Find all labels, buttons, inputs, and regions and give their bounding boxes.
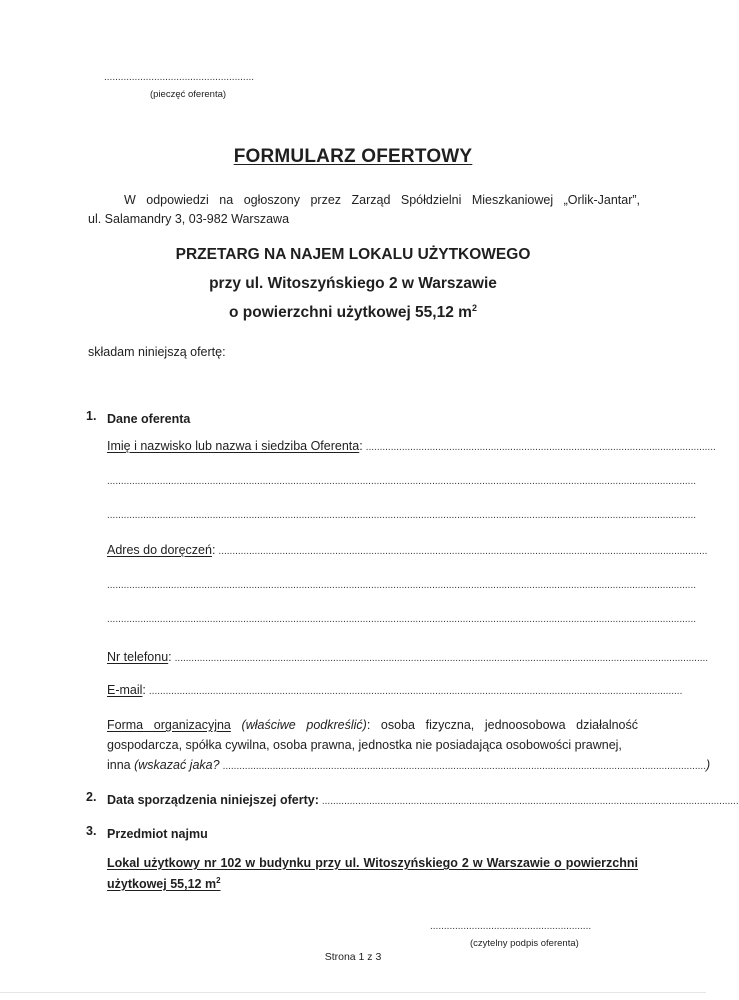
org-form-other-dots: ..............................................................................................................................................................................	[222, 761, 706, 772]
section-2-title: Data sporządzenia niniejszej oferty:	[107, 793, 319, 807]
section-1-number: 1.	[86, 409, 97, 423]
signature-dotted-line[interactable]: ..........................................................	[430, 921, 592, 932]
section-1-title: Dane oferenta	[107, 412, 191, 426]
delivery-address-field[interactable]: Adres do doręczeń: ................................................................................................................................................................................	[107, 540, 634, 562]
delivery-address-label: Adres do doręczeń	[107, 543, 212, 557]
org-form-options-1: : osoba fizyczna, jednoosobowa działalność	[366, 718, 639, 732]
phone-field[interactable]: Nr telefonu: ................................................................................................................................................................................................	[107, 647, 638, 669]
rental-subject-line-2: użytkowej 55,12 $m^2$	[107, 876, 221, 892]
offer-date-field[interactable]	[107, 790, 739, 812]
section-3-title: Przedmiot najmu	[107, 827, 208, 841]
delivery-address-line-2[interactable]: ....................................................................................................................................................................................................................	[107, 580, 697, 591]
org-form-label: Forma organizacyjna	[107, 718, 231, 732]
tender-heading-line-1: PRZETARG NA NAJEM LOKALU UŻYTKOWEGO	[175, 246, 531, 263]
org-form-hint: (właściwe podkreślić)	[241, 718, 367, 732]
tender-heading-line-2: przy ul. Witoszyńskiego 2 w Warszawie	[209, 275, 497, 292]
email-dots: ................................................................................................................................................................................................	[148, 686, 683, 697]
intro-line-1: W odpowiedzi na ogłoszony przez Zarząd Spółdzielni Mieszkaniowej „Orlik-Jantar”,	[124, 193, 640, 207]
email-label: E-mail	[107, 683, 143, 697]
offeror-name-dots: ..............................................................................................................................	[365, 442, 716, 453]
offeror-name-label: Imię i nazwisko lub nazwa i siedziba Oferenta	[107, 439, 360, 453]
org-form-options-2: gospodarcza, spółka cywilna, osoba prawna, jednostka nie posiadająca osobowości prawnej,	[107, 738, 622, 752]
delivery-address-line-3[interactable]: ....................................................................................................................................................................................................................	[107, 614, 697, 625]
org-form-other-hint: (wskazać jaka?	[134, 758, 220, 772]
stamp-label: (pieczęć oferenta)	[150, 89, 227, 100]
signature-label: (czytelny podpis oferenta)	[470, 938, 579, 949]
email-field[interactable]: E-mail: ................................................................................................................................................................................................	[107, 680, 630, 702]
page-number: Strona 1 z 3	[324, 951, 382, 963]
offer-date-dots: ......................................................................................................................................................	[321, 796, 739, 807]
phone-label: Nr telefonu	[107, 650, 169, 664]
offeror-name-line-3[interactable]: ....................................................................................................................................................................................................................	[107, 510, 697, 521]
submit-offer-text: składam niniejszą ofertę:	[88, 345, 226, 359]
offeror-name-field[interactable]: Imię i nazwisko lub nazwa i siedziba Oferenta: ..............................................................................................................................	[107, 436, 638, 458]
page-edge-divider	[0, 992, 706, 993]
tender-area-sup: 2	[471, 303, 477, 313]
phone-dots: ................................................................................................................................................................................................	[174, 653, 709, 664]
delivery-address-dots: ................................................................................................................................................................................	[218, 546, 708, 557]
tender-heading-line-3	[0, 303, 706, 322]
intro-line-2: ul. Salamandry 3, 03-982 Warszawa	[88, 212, 290, 226]
tender-area-text: o powierzchni użytkowej 55,12 m	[229, 304, 472, 322]
org-form-other-field[interactable]: inna (wskazać jaka? .............................................................................................................................................................................. )	[107, 755, 638, 777]
org-form-line-1	[107, 715, 638, 735]
section-3-number: 3.	[86, 824, 97, 838]
form-title: FORMULARZ OFERTOWY	[233, 146, 473, 167]
stamp-dotted-line: ......................................................	[104, 72, 255, 83]
section-2-number: 2.	[86, 790, 97, 804]
rental-subject-line-1: Lokal użytkowy nr 102 w budynku przy ul. Witoszyńskiego 2 w Warszawie o powierzchni	[107, 856, 638, 870]
offeror-name-line-2[interactable]: ....................................................................................................................................................................................................................	[107, 476, 697, 487]
